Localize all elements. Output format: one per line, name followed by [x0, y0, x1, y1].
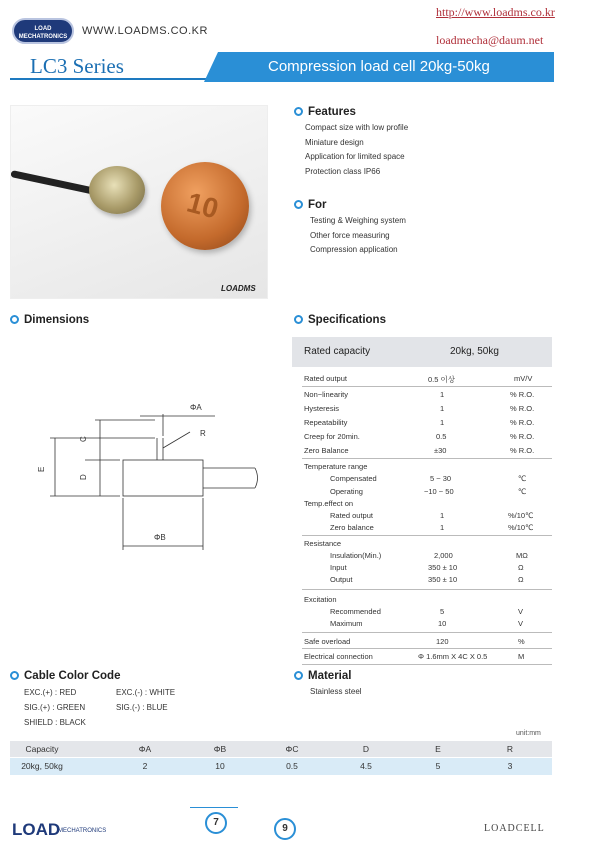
- spec-label: Rated output: [304, 374, 347, 383]
- col-d: D: [362, 744, 370, 754]
- email-address[interactable]: loadmecha@daum.net: [436, 33, 544, 47]
- col-capacity: Capacity: [25, 744, 59, 754]
- spec-unit: %: [518, 637, 525, 646]
- bullet-icon: [294, 315, 303, 324]
- cable-sig-neg: SIG.(-) : BLUE: [116, 703, 168, 712]
- spec-value: 1: [440, 523, 445, 532]
- spec-value: 2,000: [434, 551, 453, 560]
- spec-label: Compensated: [330, 474, 377, 483]
- spec-label: Maximum: [330, 619, 363, 628]
- divider: [302, 664, 552, 665]
- spec-value: 10: [438, 619, 447, 628]
- cell-capacity: 20kg, 50kg: [21, 761, 63, 771]
- list-item: Compact size with low profile: [305, 123, 409, 132]
- website-label: WWW.LOADMS.CO.KR: [82, 25, 208, 37]
- spec-group-label: Resistance: [304, 539, 342, 548]
- features-heading: Features: [294, 106, 356, 118]
- label-phi-b: ΦB: [154, 533, 166, 542]
- label-e: E: [37, 466, 46, 472]
- list-item: Protection class IP66: [305, 166, 381, 176]
- spec-unit: % R.O.: [510, 404, 535, 413]
- col-e: E: [435, 744, 441, 754]
- cable-shield: SHIELD : BLACK: [24, 718, 86, 727]
- spec-group-label: Excitation: [304, 595, 337, 604]
- spec-label: Rated output: [330, 511, 373, 520]
- cable-exc-neg: EXC.(-) : WHITE: [116, 688, 176, 697]
- col-phi-a: ΦA: [138, 744, 152, 754]
- cell-phi-b: 10: [215, 761, 225, 771]
- list-item: Compression application: [310, 245, 398, 254]
- dimensions-heading: Dimensions: [10, 314, 89, 326]
- col-phi-b: ΦB: [213, 744, 227, 754]
- divider: [302, 632, 552, 633]
- spec-value: 0.5: [436, 432, 447, 441]
- dimension-drawing: [30, 398, 280, 558]
- spec-unit: MΩ: [516, 551, 528, 560]
- label-r: R: [200, 429, 206, 438]
- spec-label: Hysteresis: [304, 404, 340, 413]
- bullet-icon: [10, 315, 19, 324]
- divider: [302, 535, 552, 536]
- spec-value: ±30: [434, 446, 447, 455]
- table-row: [10, 758, 552, 775]
- table-header: [10, 741, 552, 757]
- spec-unit: V: [518, 607, 524, 616]
- product-photo: [10, 105, 268, 299]
- spec-label: Zero balance: [330, 523, 374, 532]
- sensor-body-outline: [123, 460, 203, 496]
- spec-value: 120: [436, 637, 449, 646]
- cable-heading: Cable Color Code: [10, 670, 120, 682]
- page-number-left[interactable]: 7: [205, 812, 227, 834]
- spec-value: 1: [440, 418, 445, 427]
- col-phi-c: ΦC: [285, 744, 299, 754]
- list-item: Miniature design: [305, 137, 364, 147]
- spec-value: 5 ~ 30: [430, 474, 452, 483]
- spec-unit: ℃: [518, 487, 527, 496]
- spec-unit: % R.O.: [510, 446, 535, 455]
- page-number-right[interactable]: 9: [274, 818, 296, 840]
- spec-value: 0.5 이상: [428, 375, 455, 384]
- spec-label: Electrical connection: [304, 652, 373, 661]
- bullet-icon: [294, 200, 303, 209]
- spec-unit: Ω: [518, 563, 524, 572]
- cable-exc-pos: EXC.(+) : RED: [24, 688, 77, 697]
- footer-logo-sub: MECHATRONICS: [58, 828, 107, 834]
- for-list: [310, 214, 406, 258]
- spec-value: 1: [440, 390, 445, 399]
- spec-unit: mV/V: [514, 374, 533, 383]
- coin-number: 10: [183, 186, 222, 225]
- material-heading: Material: [294, 670, 351, 682]
- spec-unit: % R.O.: [510, 432, 535, 441]
- divider: [302, 386, 552, 387]
- footer-divider: [190, 807, 238, 808]
- cell-d: 4.5: [360, 761, 372, 771]
- spec-value: 350 ± 10: [428, 575, 458, 584]
- cell-e: 5: [435, 761, 441, 771]
- cell-phi-c: 0.5: [286, 761, 298, 771]
- spec-value: Φ 1.6mm X 4C X 0.5: [418, 652, 488, 661]
- divider: [302, 458, 552, 459]
- cell-r: 3: [507, 761, 513, 771]
- spec-unit: Ω: [518, 575, 524, 584]
- spec-label: Non−linearity: [304, 390, 348, 399]
- bullet-icon: [294, 107, 303, 116]
- spec-label: Safe overload: [304, 637, 351, 646]
- photo-brand: LOADMS: [221, 284, 256, 293]
- spec-label: Output: [330, 575, 353, 584]
- footer-logo: LOAD: [12, 820, 61, 839]
- specifications-heading: Specifications: [294, 314, 386, 326]
- col-r: R: [506, 744, 514, 754]
- list-item: Testing & Weighing system: [310, 216, 406, 225]
- spec-value: 5: [440, 607, 445, 616]
- spec-unit: %/10℃: [508, 523, 534, 532]
- spec-group-label: Temperature range: [304, 462, 368, 471]
- load-cell-image: [89, 166, 145, 214]
- website-link[interactable]: http://www.loadms.co.kr: [436, 5, 555, 19]
- product-title: Compression load cell 20kg-50kg: [268, 58, 490, 75]
- spec-unit: %/10℃: [508, 511, 534, 520]
- spec-label: Input: [330, 563, 347, 572]
- list-item: Application for limited space: [305, 152, 405, 161]
- spec-value: 350 ± 10: [428, 563, 458, 572]
- for-heading: For: [294, 199, 327, 211]
- spec-unit: V: [518, 619, 524, 628]
- spec-label: Recommended: [330, 607, 381, 616]
- series-title: LC3 Series: [30, 54, 124, 78]
- spec-header-row: [292, 337, 552, 367]
- spec-label: Insulation(Min.): [330, 551, 382, 560]
- spec-label: Repeatability: [304, 418, 348, 427]
- divider: [302, 589, 552, 590]
- list-item: Other force measuring: [310, 230, 390, 240]
- features-list: [305, 121, 408, 179]
- spec-value: 1: [440, 511, 445, 520]
- material-value: Stainless steel: [310, 687, 362, 696]
- cable-sig-pos: SIG.(+) : GREEN: [24, 703, 86, 712]
- spec-unit: ℃: [518, 474, 527, 483]
- unit-label: unit:mm: [516, 730, 541, 737]
- label-phi-a: ΦA: [190, 403, 202, 412]
- company-logo: LOAD MECHATRONICS: [12, 18, 74, 44]
- capacity-label: Rated capacity: [304, 346, 371, 357]
- spec-unit: % R.O.: [510, 390, 535, 399]
- spec-label: Operating: [330, 487, 363, 496]
- cell-phi-a: 2: [142, 761, 148, 771]
- divider: [302, 648, 552, 649]
- bullet-icon: [294, 671, 303, 680]
- spec-label: Zero Balance: [304, 446, 349, 455]
- spec-value: 1: [440, 404, 445, 413]
- spec-label: Creep for 20min.: [304, 432, 360, 441]
- spec-value: −10 ~ 50: [424, 487, 454, 496]
- spec-unit: % R.O.: [510, 418, 535, 427]
- spec-unit: M: [518, 652, 525, 661]
- footer-category: LOADCELL: [484, 823, 545, 834]
- capacity-value: 20kg, 50kg: [450, 346, 499, 357]
- bullet-icon: [10, 671, 19, 680]
- spec-group-label: Temp.effect on: [304, 499, 354, 508]
- label-d: D: [79, 474, 88, 480]
- label-c: C: [79, 436, 88, 442]
